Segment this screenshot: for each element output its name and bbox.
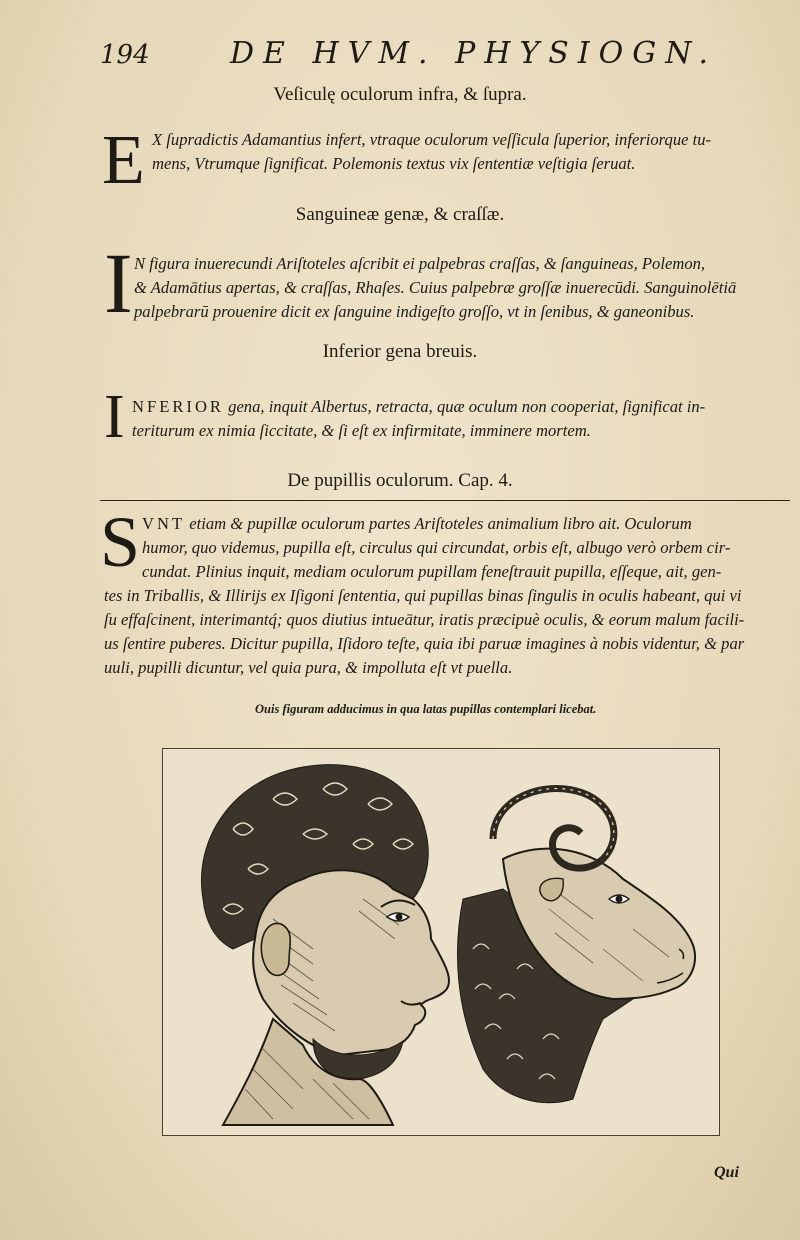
- ram-head-engraving: [458, 789, 695, 1103]
- text-line: mens, Vtrumque ſignificat. Polemonis textus vix ſententiæ veſtigia ſeruat.: [152, 154, 636, 173]
- paragraph-4-head: [142, 512, 792, 584]
- paragraph-3: [132, 395, 792, 443]
- line-text: gena, inquit Albertus, retracta, quæ oculum non cooperiat, ſignificat in-: [224, 397, 706, 416]
- section-heading-2: Sanguineæ genæ, & craſſæ.: [295, 204, 505, 225]
- text-line: humor, quo videmus, pupilla eſt, circulus qui circundat, orbis eſt, albugo verò orbem cir-: [142, 538, 731, 557]
- dropcap-3: I: [104, 383, 125, 451]
- text-line: tes in Triballis, & Illirijs ex Iſigoni ſententia, qui pupillas binas ſingulis in oculis habeant, qui vi: [104, 586, 742, 605]
- text-line: N figura inuerecundi Ariſtoteles aſcribit ei palpebras craſſas, & ſanguineas, Polemon,: [134, 254, 706, 273]
- text-line: ſu effaſcinent, interimantq́; quos diutius intueātur, iratis præcipuè oculis, & eorum malum facili-: [104, 610, 745, 629]
- page-number: 194: [100, 40, 150, 70]
- dropcap-4: S: [100, 502, 141, 582]
- paragraph-1: [152, 128, 792, 176]
- first-word: NFERIOR: [132, 397, 224, 416]
- paragraph-4-body: [104, 584, 794, 680]
- engraving-illustration: [163, 749, 719, 1135]
- text-line: X ſupradictis Adamantius infert, vtraque oculorum veſſicula ſuperior, inferiorque tu-: [152, 130, 712, 149]
- section-heading-4: De pupillis oculorum. Cap. 4.: [287, 470, 513, 491]
- section-heading-1: Veſiculę oculorum infra, & ſupra.: [273, 84, 527, 105]
- text-line: palpebrarū prouenire dicit ex ſanguine indigeſto groſſo, vt in ſenibus, & ganeonibus.: [134, 302, 695, 321]
- line-text: etiam & pupillæ oculorum partes Ariſtoteles animalium libro ait. Oculorum: [185, 514, 692, 533]
- figure-caption: Ouis figuram adducimus in qua latas pupillas contemplari licebat.: [255, 702, 597, 716]
- engraving-plate: [162, 748, 720, 1136]
- text-line: [142, 512, 792, 536]
- text-line: teriturum ex nimia ſiccitate, & ſi eſt ex infirmitate, imminere mortem.: [132, 421, 591, 440]
- first-word: VNT: [142, 514, 186, 533]
- paragraph-2: [134, 252, 794, 324]
- text-line: cundat. Plinius inquit, mediam oculorum pupillam feneſtrauit pupilla, eſſeque, ait, gen-: [142, 562, 722, 581]
- text-line: us ſentire puberes. Dicitur pupilla, Iſidoro teſte, quia ibi paruæ imagines à nobis videntur, & par: [104, 634, 745, 653]
- man-profile-engraving: [201, 765, 449, 1125]
- section-heading-3: Inferior gena breuis.: [322, 341, 478, 362]
- catchword: Qui: [714, 1164, 739, 1181]
- text-line: uuli, pupilli dicuntur, vel quia pura, & impolluta eſt vt puella.: [104, 658, 513, 677]
- text-line: & Adamātius apertas, & craſſas, Rhaſes. Cuius palpebræ groſſæ inuerecūdi. Sanguinolētiā: [134, 278, 737, 297]
- dropcap-1: E: [102, 122, 145, 199]
- running-title: DE HVM. PHYSIOGN.: [230, 36, 718, 71]
- dropcap-2: I: [104, 235, 133, 331]
- text-line: [132, 395, 792, 419]
- separator-rule: [100, 500, 790, 501]
